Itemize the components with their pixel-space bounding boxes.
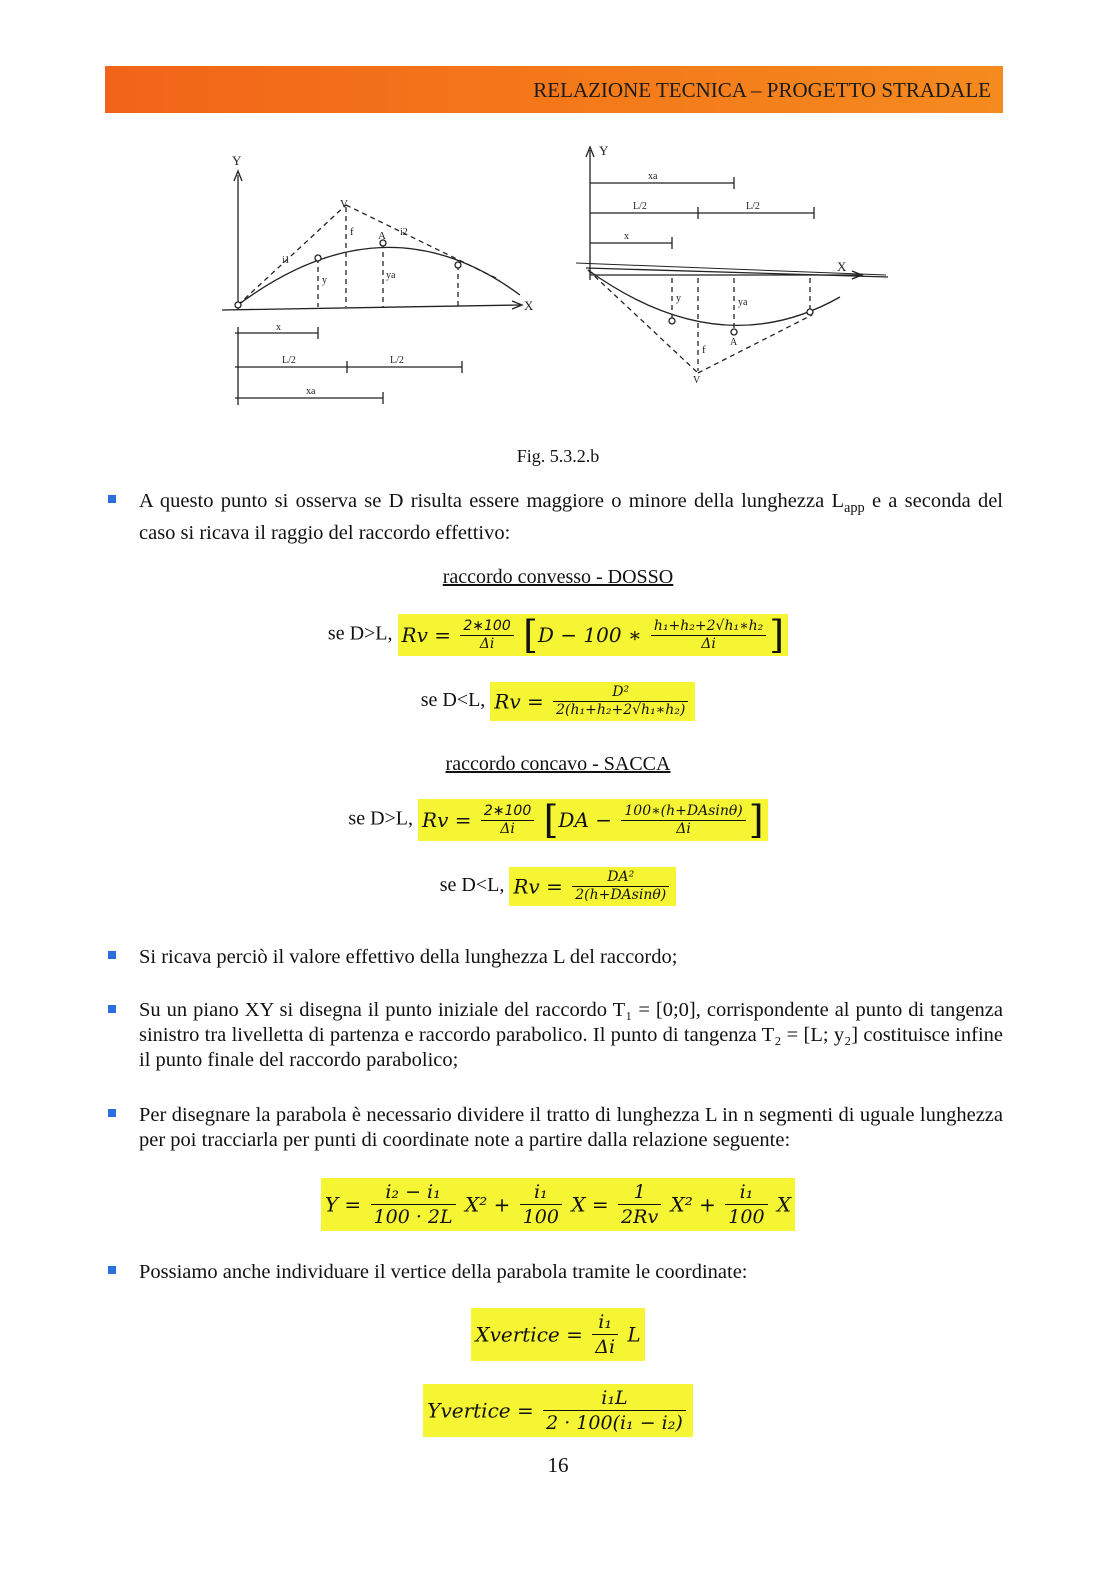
convex-heading: raccordo convesso - DOSSO <box>442 566 674 588</box>
left-dim-x: x <box>276 322 281 333</box>
paragraph-2: Si ricava perciò il valore effettivo della lunghezza L del raccordo; <box>139 946 678 968</box>
left-i2-label: i2 <box>400 227 408 238</box>
left-v-label: V <box>340 198 348 210</box>
formula-convex-lt: se D<L, Rv = $\frac{\text{D²}}{\text{2(h₁+h₂+2√h₁∗h₂)}}$ <box>0 682 1116 721</box>
concave-heading: raccordo concavo - SACCA <box>445 753 671 775</box>
formula-highlight: Xvertice = $\frac{\text{i₁}}{\Delta i}$ L <box>471 1308 644 1361</box>
curve-diagram-svg <box>200 135 920 435</box>
left-dim-l2b: L/2 <box>390 355 404 366</box>
right-f-label: f <box>702 344 706 356</box>
bullet-marker <box>108 1266 116 1274</box>
right-y-label: Y <box>599 143 609 158</box>
formula-x-vertex <box>0 1308 1116 1361</box>
formula-highlight: Rv = $\frac{\text{DA²}}{2(h+DAsin\theta)}$ <box>509 867 676 906</box>
tangent-i2 <box>346 205 500 280</box>
page-header <box>105 66 1003 113</box>
formula-concave-gt: se D>L, Rv = $\frac{2∗100}{\Delta i}$ [DA − $\frac{100∗(h+DAsin\theta)}{\Delta i}$ ] <box>0 799 1116 841</box>
formula-highlight: Rv = $\frac{2∗100}{\Delta i}$ [DA − $\frac{100∗(h+DAsin\theta)}{\Delta i}$ ] <box>418 799 768 841</box>
left-x-label: X <box>524 298 534 313</box>
left-y-label-small: y <box>322 275 327 286</box>
bullet-marker <box>108 1109 116 1117</box>
formula-highlight: Rv = $\frac{\text{D²}}{\text{2(h₁+h₂+2√h₁∗h₂)}}$ <box>490 682 695 721</box>
left-dim-xa: xa <box>306 386 316 397</box>
right-x-label: X <box>837 259 847 274</box>
right-dim-l2a: L/2 <box>633 201 647 212</box>
left-x-axis <box>222 305 520 310</box>
paragraph-3: Su un piano XY si disegna il punto iniziale del raccordo T₁ = [0;0], corrispondente al punto di tangenza sinistro tra livelletta di partenza e raccordo parabolico. Il punto di tangenza T₂ = [L; y₂] costituisce infine il punto finale del raccordo parabolico; <box>139 999 1003 1071</box>
right-a-label: A <box>730 337 738 348</box>
bullet-marker <box>108 495 116 503</box>
left-y-label: Y <box>232 153 242 168</box>
paragraph-4: Per disegnare la parabola è necessario dividere il tratto di lunghezza L in n segmenti di uguale lunghezza per poi tracciarla per punti di coordinate note a partire dalla relazione seguente: <box>139 1104 1003 1151</box>
formula-parabola <box>0 1178 1116 1231</box>
figure-caption: Fig. 5.3.2.b <box>516 446 600 466</box>
convex-curve <box>238 247 520 305</box>
formula-y-vertex <box>0 1384 1116 1437</box>
right-v-label: V <box>693 375 701 386</box>
right-ya-label: ya <box>738 297 748 308</box>
right-dim-xa: xa <box>648 171 658 182</box>
formula-highlight: Y = $\frac{\text{i₂ − i₁}}{100 \cdot 2L}$ X² + $\frac{\text{i₁}}{100}$ X = $\frac{1}{2Rv}$ X² + $\frac{\text{i₁}}{100}$ X <box>321 1178 795 1231</box>
bullet-marker <box>108 1005 116 1013</box>
left-i1-label: i1 <box>282 255 290 266</box>
bullet-marker <box>108 951 116 959</box>
figure-diagrams <box>200 135 920 435</box>
page-number: 16 <box>547 1453 569 1477</box>
paragraph-1: A questo punto si osserva se D risulta essere maggiore o minore della lunghezza $L_{app}$ e a seconda del caso si ricava il raggio del raccordo effettivo: <box>139 490 1003 545</box>
concave-curve <box>588 270 840 325</box>
formula-concave-lt: se D<L, Rv = $\frac{\text{DA²}}{2(h+DAsin\theta)}$ <box>0 867 1116 906</box>
header-title: RELAZIONE TECNICA – PROGETTO STRADALE <box>533 78 991 102</box>
formula-convex-gt: se D>L, Rv = $\frac{2∗100}{\Delta i}$ [D − 100 ∗ $\frac{\text{h₁+h₂+2√h₁∗h₂}}{\Delta i}$ ] <box>0 614 1116 656</box>
formula-highlight: Yvertice = $\frac{\text{i₁L}}{\text{2 · 100(i₁ − i₂)}}$ <box>423 1384 693 1437</box>
left-ya-label: ya <box>386 270 396 281</box>
formula-highlight: Rv = $\frac{2∗100}{\Delta i}$ [D − 100 ∗ $\frac{\text{h₁+h₂+2√h₁∗h₂}}{\Delta i}$ ] <box>398 614 789 656</box>
right-dim-l2b: L/2 <box>746 201 760 212</box>
left-f-label: f <box>350 226 354 238</box>
left-a-label: A <box>378 230 386 242</box>
left-dim-l2a: L/2 <box>282 355 296 366</box>
paragraph-5: Possiamo anche individuare il vertice della parabola tramite le coordinate: <box>139 1261 748 1283</box>
right-dim-x: x <box>624 231 629 242</box>
tangent-i1 <box>238 205 346 305</box>
right-y-small: y <box>676 293 681 304</box>
